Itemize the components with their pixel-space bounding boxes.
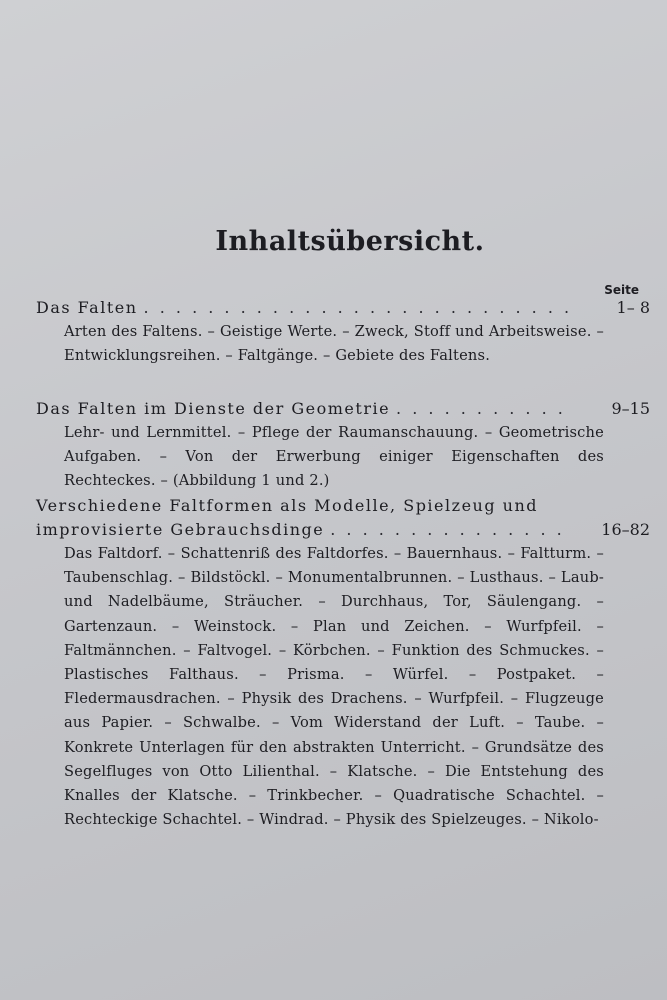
leader-dots xyxy=(144,296,572,320)
leader-dots xyxy=(396,397,572,421)
toc-entry-body: Arten des Faltens. – Geistige Werte. – Zweck, Stoff und Arbeitsweise. – Entwicklungsreihen. – Faltgänge. – Gebiete des Faltens. xyxy=(64,323,604,365)
toc-entry-title-row xyxy=(36,518,650,542)
toc-entry-title: Das Falten im Dienste der Geometrie xyxy=(36,399,391,418)
toc-entry-title-row xyxy=(36,397,650,421)
toc-entry-title-row xyxy=(36,296,650,320)
toc-entry xyxy=(36,494,650,832)
page-title: Inhaltsübersicht. xyxy=(215,226,485,257)
toc-entry-pages: 1– 8 xyxy=(616,298,650,317)
toc-entry-body: Lehr- und Lernmittel. – Pflege der Raumanschauung. – Geometrische Aufgaben. – Von der Erwerbung einiger Eigenschaften des Rechteckes. – (Abbildung 1 und 2.) xyxy=(64,424,604,490)
leader-dots xyxy=(330,518,572,542)
toc-entry-pages: 9–15 xyxy=(611,399,650,418)
toc-entry-body: Das Faltdorf. – Schattenriß des Faltdorfes. – Bauernhaus. – Faltturm. – Taubenschlag. – Bildstöckl. – Monumentalbrunnen. – Lusthaus. – Laub- und Nadelbäume, Sträucher. – Durchhaus, Tor, Säulengang. – Gartenzaun. – Weinstock. – Plan und Zeichen. – Wurfpfeil. – Faltmännchen. – Faltvogel. – Körbchen. – Funktion des Schmuckes. – Plastisches Falthaus. – Prisma. – Würfel. – Postpaket. – Fledermausdrachen. – Physik des Drachens. – Wurfpfeil. – Flugzeuge aus Papier. – Schwalbe. – Vom Widerstand der Luft. – Taube. – Konkrete Unterlagen für den abstrakten Unterricht. – Grundsätze des Segelfluges von Otto Lilienthal. – Klatsche. – Die Entstehung des Knalles der Klatsche. – Trinkbecher. – Quadratische Schachtel. – Rechteckige Schachtel. – Windrad. – Physik des Spielzeuges. – Nikolo- xyxy=(64,545,604,829)
toc-entry-title: improvisierte Gebrauchsdinge xyxy=(36,520,325,539)
toc-entry xyxy=(36,397,650,494)
page-column-label: Seite xyxy=(604,283,639,297)
toc-entry-title: Das Falten xyxy=(36,298,138,317)
toc-entry-pages: 16–82 xyxy=(601,520,650,539)
toc-entry xyxy=(36,296,650,368)
toc-entry-title-line: Verschiedene Faltformen als Modelle, Spielzeug und xyxy=(36,496,539,515)
